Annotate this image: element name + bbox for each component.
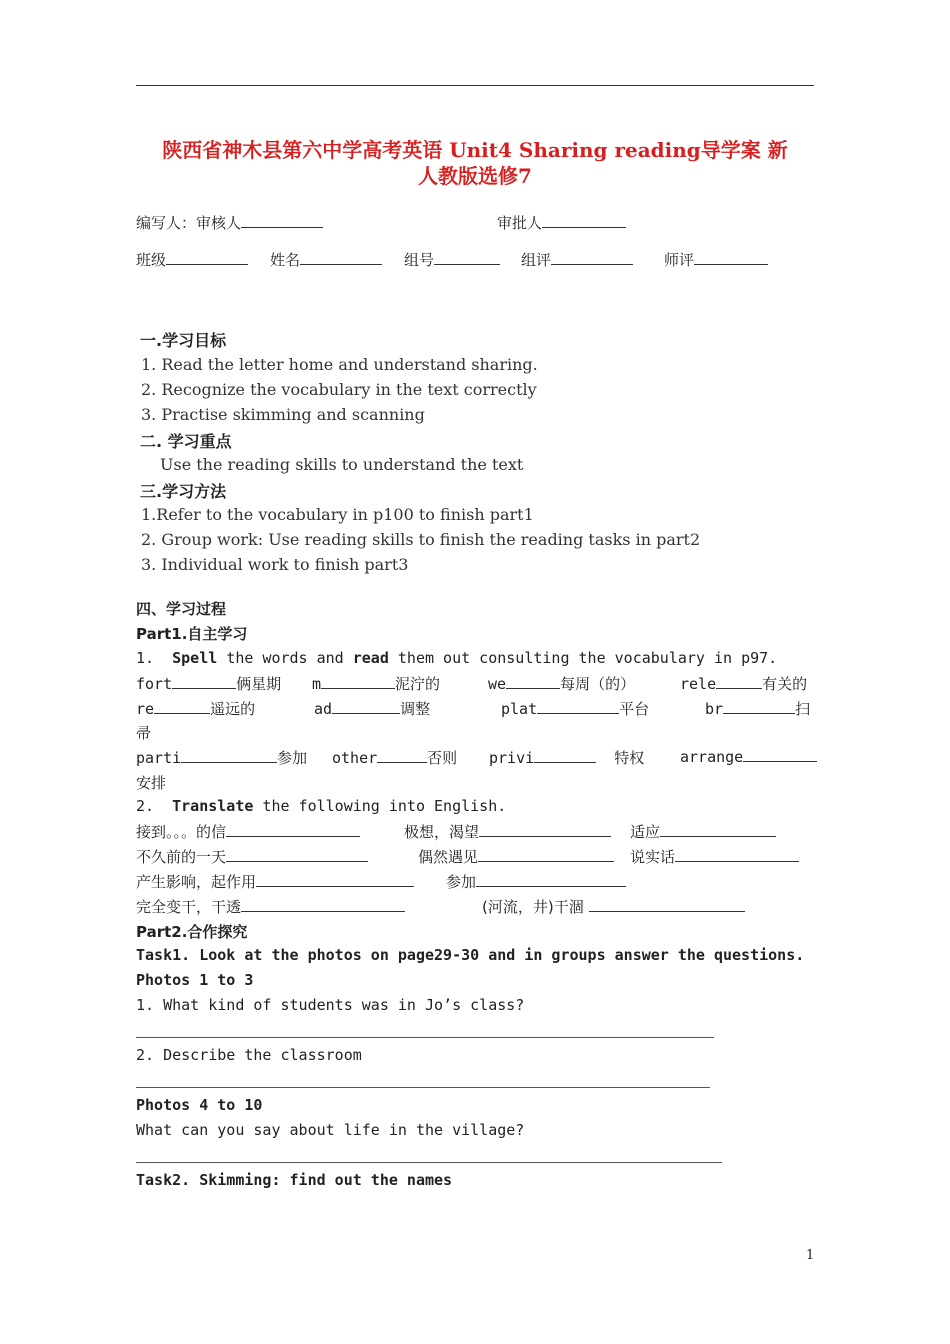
trans-label: 说实话 xyxy=(630,848,676,866)
trans-item xyxy=(630,821,776,842)
trans-item xyxy=(482,896,745,917)
vocab-blank[interactable] xyxy=(723,699,795,714)
vocab-row-3 xyxy=(136,747,307,768)
vocab-stem: re xyxy=(136,700,155,718)
group-no-field xyxy=(404,249,500,270)
trans-label: (河流，井)干涸 xyxy=(482,898,584,916)
vocab-stem: fort xyxy=(136,675,173,693)
question-3: What can you say about life in the village? xyxy=(136,1121,525,1139)
trans-label: 不久前的一天 xyxy=(136,848,227,866)
vocab-row-2b xyxy=(314,698,430,719)
vocab-stem: privi xyxy=(489,749,535,767)
photos-4-10-heading: Photos 4 to 10 xyxy=(136,1096,263,1114)
vocab-blank[interactable] xyxy=(172,674,236,689)
class-label: 班级 xyxy=(136,251,167,269)
vocab-blank[interactable] xyxy=(716,674,762,689)
vocab-stem: rele xyxy=(680,675,717,693)
trans-label: 完全变干，干透 xyxy=(136,898,242,916)
trans-label: 偶然遇见 xyxy=(418,848,479,866)
vocab-stem: br xyxy=(705,700,724,718)
sec2-heading: 二. 学习重点 xyxy=(140,432,232,451)
vocab-blank[interactable] xyxy=(154,699,210,714)
vocab-row-3c xyxy=(489,747,644,768)
sec1-heading: 一.学习目标 xyxy=(140,331,227,350)
vocab-meaning: 调整 xyxy=(400,700,431,718)
q1-instruction xyxy=(136,649,777,667)
writer-field xyxy=(136,212,323,233)
part1-heading: Part1.自主学习 xyxy=(136,625,248,643)
group-eval-label: 组评 xyxy=(521,251,552,269)
task1-heading: Task1. Look at the photos on page29-30 and in groups answer the questions. xyxy=(136,946,805,964)
vocab-blank[interactable] xyxy=(321,674,395,689)
trans-label: 产生影响，起作用 xyxy=(136,873,257,891)
group-no-blank[interactable] xyxy=(434,250,500,265)
vocab-stem: other xyxy=(332,749,378,767)
vocab-blank[interactable] xyxy=(332,699,400,714)
trans-blank[interactable] xyxy=(226,847,368,862)
vocab-meaning: 否则 xyxy=(427,749,458,767)
q1-end: them out consulting the vocabulary in p97. xyxy=(397,649,778,667)
q2-translate: Translate xyxy=(172,797,254,815)
vocab-meaning: 扫 xyxy=(795,700,811,718)
vocab-meaning: 遥远的 xyxy=(210,700,256,718)
vocab-blank[interactable] xyxy=(743,747,817,762)
sec3-item-2: 2. Group work: Use reading skills to finish the reading tasks in part2 xyxy=(141,530,701,549)
writer-label: 编写人：审核人 xyxy=(136,214,242,232)
vocab-row-3d xyxy=(680,747,817,766)
vocab-meaning: 俩星期 xyxy=(236,675,282,693)
teacher-eval-label: 师评 xyxy=(664,251,695,269)
trans-item xyxy=(136,896,405,917)
vocab-row-1d xyxy=(680,673,807,694)
q1-mid: the words and xyxy=(226,649,344,667)
vocab-blank[interactable] xyxy=(534,748,596,763)
trans-item xyxy=(136,871,414,892)
vocab-blank[interactable] xyxy=(537,699,619,714)
trans-blank[interactable] xyxy=(241,897,405,912)
vocab-blank[interactable] xyxy=(181,748,277,763)
trans-blank[interactable] xyxy=(476,872,626,887)
vocab-row-1 xyxy=(136,673,281,694)
group-eval-field xyxy=(521,249,633,270)
vocab-row-1c xyxy=(488,673,635,694)
vocab-meaning: 平台 xyxy=(619,700,650,718)
vocab-row-2c xyxy=(501,698,649,719)
sec1-item-1: 1. Read the letter home and understand sharing. xyxy=(141,355,538,374)
q1-spell: Spell xyxy=(172,649,218,667)
trans-label: 参加 xyxy=(446,873,477,891)
group-eval-blank[interactable] xyxy=(551,250,633,265)
trans-item xyxy=(136,846,368,867)
q2-end: the following into English. xyxy=(262,797,507,815)
trans-blank[interactable] xyxy=(226,822,360,837)
sec4-heading: 四、学习过程 xyxy=(136,600,227,618)
vocab-blank[interactable] xyxy=(377,748,427,763)
sec3-heading: 三.学习方法 xyxy=(140,482,227,501)
trans-blank[interactable] xyxy=(479,822,611,837)
vocab-stem: arrange xyxy=(680,748,744,766)
answer-line-3[interactable] xyxy=(136,1162,722,1163)
vocab-meaning: 泥泞的 xyxy=(395,675,441,693)
sec1-item-3: 3. Practise skimming and scanning xyxy=(141,405,425,424)
trans-item xyxy=(404,821,611,842)
name-blank[interactable] xyxy=(300,250,382,265)
top-rule xyxy=(136,85,814,86)
trans-blank[interactable] xyxy=(589,897,745,912)
approver-blank[interactable] xyxy=(542,213,626,228)
vocab-stem: m xyxy=(312,675,322,693)
trans-label: 极想，渴望 xyxy=(404,823,480,841)
q1-read: read xyxy=(352,649,389,667)
approver-field xyxy=(497,212,626,233)
vocab-meaning: 有关的 xyxy=(762,675,808,693)
vocab-stem: we xyxy=(488,675,507,693)
sec3-item-1: 1.Refer to the vocabulary in p100 to finish part1 xyxy=(141,505,534,524)
answer-line-1[interactable] xyxy=(136,1037,714,1038)
trans-item xyxy=(418,846,614,867)
vocab-row-2 xyxy=(136,698,255,719)
vocab-row-2d xyxy=(705,698,810,719)
vocab-meaning: 每周（的） xyxy=(560,675,636,693)
vocab-meaning: 参加 xyxy=(277,749,308,767)
doc-title-line2: 人教版选修7 xyxy=(418,164,532,188)
question-2: 2. Describe the classroom xyxy=(136,1046,362,1064)
trans-blank[interactable] xyxy=(478,847,614,862)
sec1-item-2: 2. Recognize the vocabulary in the text correctly xyxy=(141,380,537,399)
trans-label: 接到。。。的信 xyxy=(136,823,227,841)
sec2-text: Use the reading skills to understand the text xyxy=(160,455,524,474)
vocab-stem: ad xyxy=(314,700,333,718)
teacher-eval-field xyxy=(664,249,768,270)
q2-number: 2. xyxy=(136,797,155,815)
trans-item xyxy=(446,871,626,892)
vocab-row-2-wrap: 帚 xyxy=(136,724,152,742)
approver-label: 审批人 xyxy=(497,214,543,232)
trans-item xyxy=(630,846,799,867)
vocab-row-3b xyxy=(332,747,457,768)
doc-title-line1: 陕西省神木县第六中学高考英语 Unit4 Sharing reading导学案 新 xyxy=(162,138,788,162)
name-field xyxy=(270,249,382,270)
photos-1-3-heading: Photos 1 to 3 xyxy=(136,971,254,989)
class-field xyxy=(136,249,248,270)
vocab-row-3-wrap: 安排 xyxy=(136,774,167,792)
group-no-label: 组号 xyxy=(404,251,435,269)
trans-blank[interactable] xyxy=(660,822,776,837)
vocab-blank[interactable] xyxy=(506,674,560,689)
trans-blank[interactable] xyxy=(256,872,414,887)
sec3-item-3: 3. Individual work to finish part3 xyxy=(141,555,409,574)
teacher-eval-blank[interactable] xyxy=(694,250,768,265)
name-label: 姓名 xyxy=(270,251,301,269)
page-number: 1 xyxy=(806,1248,815,1263)
answer-line-2[interactable] xyxy=(136,1087,710,1088)
part2-heading: Part2.合作探究 xyxy=(136,923,248,941)
vocab-stem: plat xyxy=(501,700,538,718)
q1-number: 1. xyxy=(136,649,155,667)
task2-heading: Task2. Skimming: find out the names xyxy=(136,1171,453,1189)
question-1: 1. What kind of students was in Jo’s class? xyxy=(136,996,525,1014)
writer-blank[interactable] xyxy=(241,213,323,228)
trans-label: 适应 xyxy=(630,823,661,841)
vocab-stem: parti xyxy=(136,749,182,767)
vocab-row-1b xyxy=(312,673,440,694)
vocab-meaning: 特权 xyxy=(614,749,645,767)
q2-instruction xyxy=(136,797,506,815)
class-blank[interactable] xyxy=(166,250,248,265)
trans-item xyxy=(136,821,360,842)
trans-blank[interactable] xyxy=(675,847,799,862)
